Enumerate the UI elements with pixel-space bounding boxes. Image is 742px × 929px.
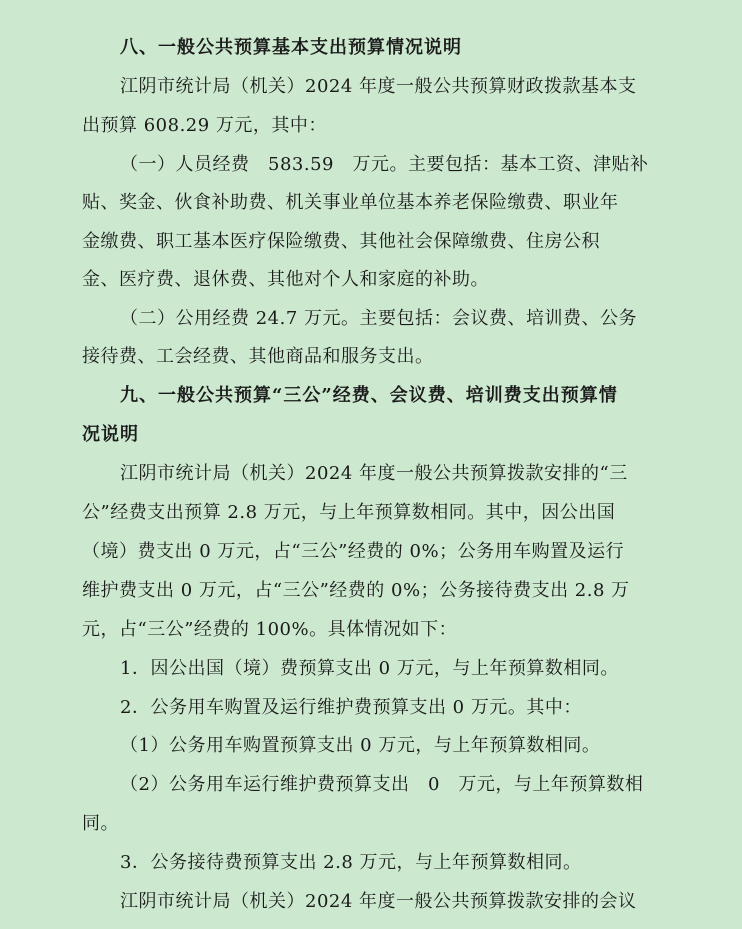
section-9-heading: 九、一般公共预算“三公”经费、会议费、培训费支出预算情 [120, 385, 618, 406]
section-8-heading: 八、一般公共预算基本支出预算情况说明 [120, 37, 462, 58]
paragraph-line: 江阴市统计局（机关）2024 年度一般公共预算拨款安排的会议 [120, 891, 637, 912]
paragraph-line: 金、医疗费、退休费、其他对个人和家庭的补助。 [82, 269, 489, 290]
list-subitem-continued: 同。 [82, 813, 119, 834]
list-item: 2．公务用车购置及运行维护费预算支出 0 万元。其中： [120, 697, 582, 718]
paragraph-line: 接待费、工会经费、其他商品和服务支出。 [82, 346, 434, 367]
paragraph-line: 维护费支出 0 万元，占“三公”经费的 0%；公务接待费支出 2.8 万 [82, 580, 630, 601]
paragraph-line: （一）人员经费 583.59 万元。主要包括：基本工资、津贴补 [120, 154, 649, 175]
section-9-heading-continued: 况说明 [82, 424, 139, 445]
list-item: 1．因公出国（境）费预算支出 0 万元，与上年预算数相同。 [120, 658, 619, 679]
paragraph-line: 江阴市统计局（机关）2024 年度一般公共预算拨款安排的“三 [120, 463, 628, 484]
paragraph-line: 出预算 608.29 万元，其中： [82, 115, 327, 136]
paragraph-line: 公”经费支出预算 2.8 万元，与上年预算数相同。其中，因公出国 [82, 502, 616, 523]
paragraph-line: （二）公用经费 24.7 万元。主要包括：会议费、培训费、公务 [120, 308, 638, 329]
paragraph-line: 江阴市统计局（机关）2024 年度一般公共预算财政拨款基本支 [120, 76, 637, 97]
list-item: 3．公务接待费预算支出 2.8 万元，与上年预算数相同。 [120, 852, 582, 873]
list-subitem: （1）公务用车购置预算支出 0 万元，与上年预算数相同。 [120, 735, 601, 756]
paragraph-line: 元，占“三公”经费的 100%。具体情况如下： [82, 619, 458, 640]
paragraph-line: （境）费支出 0 万元，占“三公”经费的 0%；公务用车购置及运行 [82, 541, 625, 562]
paragraph-line: 贴、奖金、伙食补助费、机关事业单位基本养老保险缴费、职业年 [82, 192, 619, 213]
paragraph-line: 金缴费、职工基本医疗保险缴费、其他社会保障缴费、住房公积 [82, 231, 600, 252]
list-subitem: （2）公务用车运行维护费预算支出 0 万元，与上年预算数相 [120, 774, 644, 795]
